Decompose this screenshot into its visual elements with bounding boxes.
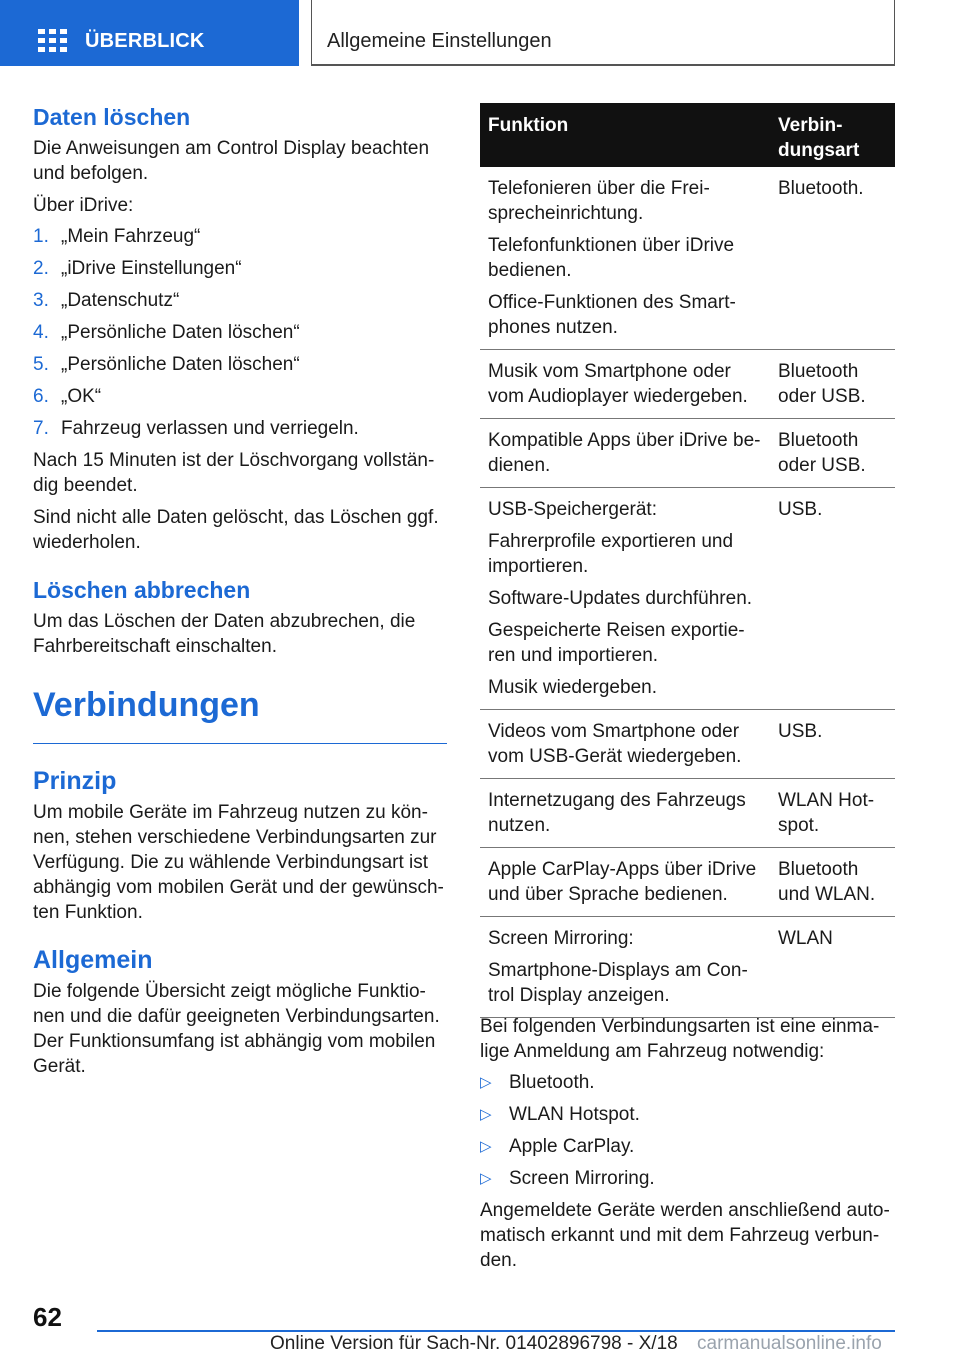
- function-line: Fahrerprofile exportieren und importieren.: [488, 531, 734, 577]
- triangle-bullet-icon: ▷: [480, 1106, 492, 1123]
- cell-verbindungsart: WLAN: [778, 928, 833, 949]
- overview-nav-label: ÜBERBLICK: [85, 30, 205, 52]
- connection-bullet-list: [480, 1070, 895, 1191]
- section-header: [311, 0, 895, 66]
- list-item: [33, 320, 447, 345]
- bullet-text: Bluetooth.: [509, 1072, 595, 1093]
- function-line: Videos vom Smartphone oder vom USB-Gerät wiedergeben.: [488, 721, 742, 767]
- cell-funktion: [480, 848, 770, 916]
- paragraph-duration: Nach 15 Minuten ist der Löschvorgang vollstän‐dig beendet.: [33, 450, 435, 496]
- step-text: „OK“: [61, 386, 102, 407]
- cell-verbindungsart: Bluetooth oder USB.: [778, 430, 866, 476]
- function-line: Musik vom Smartphone oder vom Audioplayer wiedergeben.: [488, 361, 748, 407]
- cell-verbindungsart: USB.: [778, 721, 823, 742]
- list-item: [480, 1102, 895, 1127]
- function-line: USB-Speichergerät:: [488, 499, 657, 520]
- bullet-text: Screen Mirroring.: [509, 1168, 655, 1189]
- table-row: [480, 488, 895, 710]
- paragraph-via: Über iDrive:: [33, 195, 134, 216]
- section-title: Allgemeine Einstellungen: [327, 30, 552, 52]
- step-number: 7.: [33, 418, 49, 439]
- paragraph-prinzip: Um mobile Geräte im Fahrzeug nutzen zu kön‐nen, stehen verschiedene Verbindungsarten zur Verfügung. Die zu wählende Verbindungsart ist abhängig vom mobilen Gerät und der gewünsch‐ten Funktion.: [33, 802, 444, 923]
- table-row: [480, 167, 895, 350]
- step-number: 3.: [33, 290, 49, 311]
- cell-funktion: [480, 779, 770, 847]
- header-verbindungsart: Verbin‐dungsart: [778, 115, 860, 161]
- triangle-bullet-icon: ▷: [480, 1170, 492, 1187]
- watermark: carmanualsonline.info: [697, 1333, 882, 1354]
- function-line: Smartphone-Displays am Con‐trol Display anzeigen.: [488, 960, 748, 1006]
- paragraph-angemeldete-geraete: Angemeldete Geräte werden anschließend auto‐matisch erkannt und mit dem Fahrzeug verbun‐den.: [480, 1200, 890, 1271]
- heading-loeschen-abbrechen: Löschen abbrechen: [33, 577, 251, 603]
- cell-funktion: [480, 350, 770, 418]
- cell-verbindungsart: Bluetooth.: [778, 178, 864, 199]
- page-number: 62: [33, 1302, 62, 1332]
- table-row: [480, 779, 895, 848]
- cell-verbindungsart: Bluetooth oder USB.: [778, 361, 866, 407]
- function-line: Office-Funktionen des Smart‐phones nutzen.: [488, 292, 736, 338]
- step-number: 5.: [33, 354, 49, 375]
- step-text: „Datenschutz“: [61, 290, 180, 311]
- cell-verbindungsart: Bluetooth und WLAN.: [778, 859, 876, 905]
- table-row: [480, 419, 895, 488]
- list-item: [480, 1134, 895, 1159]
- function-line: Gespeicherte Reisen exportie‐ren und importieren.: [488, 620, 745, 666]
- step-text: „Persönliche Daten löschen“: [61, 354, 300, 375]
- cell-funktion: [480, 710, 770, 778]
- steps-list: [33, 224, 447, 441]
- paragraph-anmeldung: Bei folgenden Verbindungsarten ist eine einma‐lige Anmeldung am Fahrzeug notwendig:: [480, 1016, 880, 1062]
- list-item: [480, 1166, 895, 1191]
- table-row: [480, 848, 895, 917]
- right-column-text: [480, 1010, 895, 1273]
- heading-verbindungen: Verbindungen: [33, 685, 447, 744]
- step-text: Fahrzeug verlassen und verriegeln.: [61, 418, 359, 439]
- list-item: [33, 224, 447, 249]
- list-item: [33, 384, 447, 409]
- cell-verbindungsart: USB.: [778, 499, 823, 520]
- paragraph-intro: Die Anweisungen am Control Display beachten und befolgen.: [33, 138, 430, 184]
- function-line: Software-Updates durchführen.: [488, 588, 753, 609]
- cell-funktion: [480, 917, 770, 1017]
- cell-verbindungsart: WLAN Hot‐spot.: [778, 790, 875, 836]
- function-line: Telefonieren über die Frei‐sprecheinrichtung.: [488, 178, 710, 224]
- function-line: Apple CarPlay-Apps über iDrive und über Sprache bedienen.: [488, 859, 757, 905]
- table-body: [480, 167, 895, 1018]
- function-line: Internetzugang des Fahrzeugs nutzen.: [488, 790, 746, 836]
- header-funktion: Funktion: [488, 115, 569, 136]
- step-text: „Mein Fahrzeug“: [61, 226, 201, 247]
- table-row: [480, 350, 895, 419]
- heading-prinzip: Prinzip: [33, 767, 117, 795]
- bullet-text: Apple CarPlay.: [509, 1136, 635, 1157]
- list-item: [33, 288, 447, 313]
- list-item: [33, 256, 447, 281]
- triangle-bullet-icon: ▷: [480, 1074, 492, 1091]
- list-item: [33, 352, 447, 377]
- paragraph-allgemein: Die folgende Übersicht zeigt mögliche Funktio‐nen und die dafür geeigneten Verbindungsarten. Der Funktionsumfang ist abhängig vom mobilen Gerät.: [33, 981, 440, 1077]
- paragraph-repeat: Sind nicht alle Daten gelöscht, das Löschen ggf. wiederholen.: [33, 507, 439, 553]
- grid-icon: [38, 29, 67, 52]
- cell-funktion: [480, 419, 770, 487]
- function-line: Telefonfunktionen über iDrive bedienen.: [488, 235, 735, 281]
- function-line: Screen Mirroring:: [488, 928, 634, 949]
- step-number: 1.: [33, 226, 49, 247]
- table-header: [480, 103, 895, 167]
- cell-funktion: [480, 488, 770, 709]
- heading-daten-loeschen: Daten löschen: [33, 104, 191, 130]
- step-number: 6.: [33, 386, 49, 407]
- step-number: 2.: [33, 258, 49, 279]
- step-text: „Persönliche Daten löschen“: [61, 322, 300, 343]
- left-column: [33, 100, 447, 1079]
- function-line: Kompatible Apps über iDrive be‐dienen.: [488, 430, 761, 476]
- overview-nav-button[interactable]: [0, 0, 299, 66]
- bullet-text: WLAN Hotspot.: [509, 1104, 640, 1125]
- cell-funktion: [480, 167, 770, 349]
- step-number: 4.: [33, 322, 49, 343]
- list-item: [33, 416, 447, 441]
- function-line: Musik wiedergeben.: [488, 677, 657, 698]
- triangle-bullet-icon: ▷: [480, 1138, 492, 1155]
- footer-divider: [97, 1330, 895, 1332]
- heading-allgemein: Allgemein: [33, 946, 153, 974]
- table-row: [480, 710, 895, 779]
- online-version-link[interactable]: Online Version für Sach-Nr. 01402896798 - X/18: [270, 1333, 678, 1354]
- paragraph-abbrechen: Um das Löschen der Daten abzubrechen, die Fahrbereitschaft einschalten.: [33, 611, 416, 657]
- step-text: „iDrive Einstellungen“: [61, 258, 242, 279]
- connections-table: [480, 103, 895, 1018]
- list-item: [480, 1070, 895, 1095]
- table-row: [480, 917, 895, 1018]
